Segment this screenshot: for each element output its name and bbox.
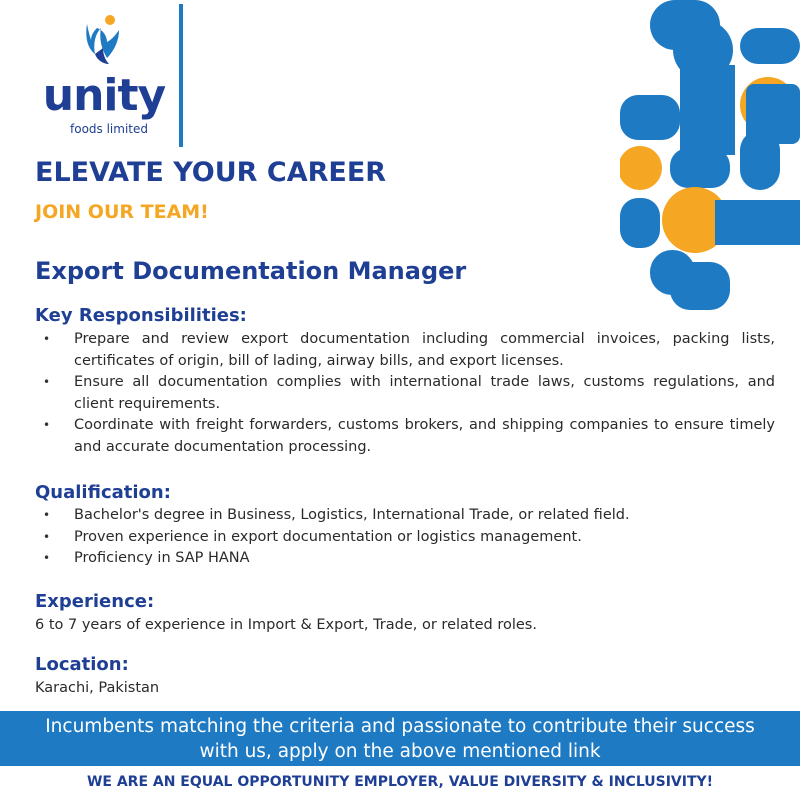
list-item	[35, 505, 775, 527]
decorative-shapes	[620, 0, 800, 320]
list-item	[35, 329, 775, 372]
banner-line-2: with us, apply on the above mentioned link	[199, 741, 601, 762]
list-item-text: Proficiency in SAP HANA	[74, 550, 250, 566]
job-title: Export Documentation Manager	[35, 257, 467, 285]
list-item	[35, 372, 775, 415]
responsibilities-heading: Key Responsibilities:	[35, 305, 247, 326]
logo-divider	[179, 4, 183, 147]
experience-text: 6 to 7 years of experience in Import & Export, Trade, or related roles.	[35, 617, 537, 633]
list-item-text: Bachelor's degree in Business, Logistics, International Trade, or related field.	[74, 507, 630, 523]
experience-heading: Experience:	[35, 591, 155, 612]
unity-flame-icon	[83, 14, 123, 66]
company-logo	[40, 14, 170, 134]
list-item-text: Proven experience in export documentation or logistics management.	[74, 528, 582, 545]
apply-banner	[0, 711, 800, 766]
bullet-icon: •	[43, 418, 51, 432]
list-item	[35, 527, 775, 549]
qualification-heading: Qualification:	[35, 482, 171, 503]
responsibilities-list	[35, 329, 775, 458]
subheadline: JOIN OUR TEAM!	[35, 201, 209, 223]
list-item-text: Coordinate with freight forwarders, customs brokers, and shipping companies to ensure timely and accurate documentation processing.	[74, 417, 775, 455]
logo-subtitle: foods limited	[70, 122, 148, 136]
list-item	[35, 415, 775, 458]
location-text: Karachi, Pakistan	[35, 680, 160, 696]
headline: ELEVATE YOUR CAREER	[35, 157, 387, 188]
banner-line-1: Incumbents matching the criteria and passionate to contribute their success	[45, 716, 755, 737]
list-item-text: Ensure all documentation complies with international trade laws, customs regulations, and client requirements.	[74, 374, 775, 412]
equal-opportunity-footer: WE ARE AN EQUAL OPPORTUNITY EMPLOYER, VALUE DIVERSITY & INCLUSIVITY!	[86, 774, 714, 790]
bullet-icon: •	[43, 508, 51, 522]
bullet-icon: •	[43, 332, 51, 346]
list-item-text: Prepare and review export documentation including commercial invoices, packing lists, certificates of origin, bill of lading, airway bills, and export licenses.	[74, 331, 775, 369]
bullet-icon: •	[43, 375, 51, 389]
qualification-list	[35, 505, 775, 570]
bullet-icon: •	[43, 551, 51, 565]
list-item	[35, 548, 775, 570]
logo-wordmark: unity	[42, 70, 166, 121]
location-heading: Location:	[35, 654, 129, 675]
bullet-icon: •	[43, 529, 51, 544]
